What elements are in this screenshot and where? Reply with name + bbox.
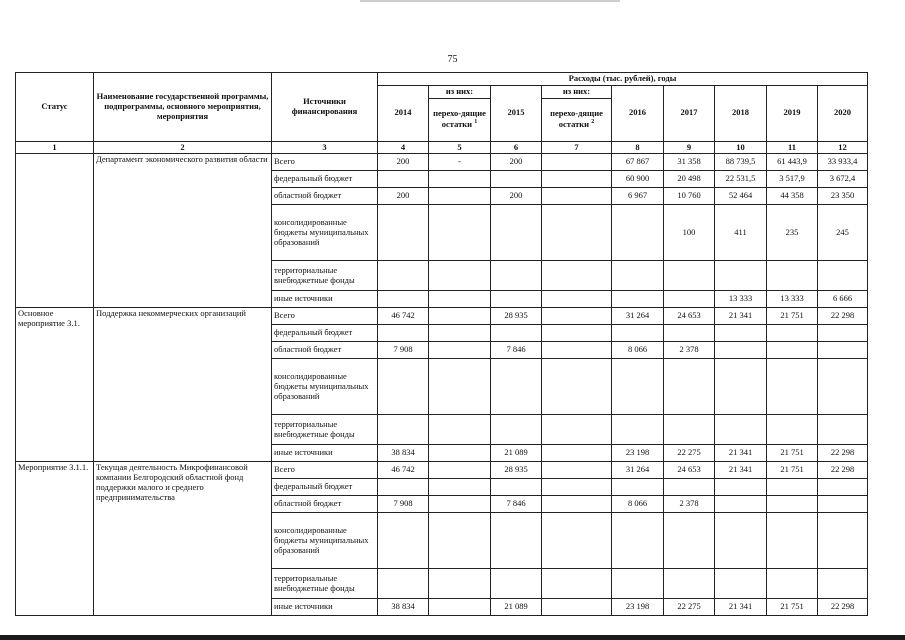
value-cell: 52 464 xyxy=(715,188,767,205)
value-cell: - xyxy=(429,154,491,171)
value-cell: 23 198 xyxy=(612,599,664,616)
column-number-row xyxy=(16,141,868,154)
status-cell: Основное мероприятие 3.1. xyxy=(16,308,94,462)
value-cell xyxy=(767,325,818,342)
funding-source-cell: областной бюджет xyxy=(272,188,378,205)
value-cell: 23 350 xyxy=(818,188,868,205)
value-cell xyxy=(542,308,612,325)
funding-source-cell: иные источники xyxy=(272,291,378,308)
budget-table xyxy=(15,72,868,616)
funding-source-cell: консолидированные бюджеты муниципальных образований xyxy=(272,513,378,569)
scan-edge-bottom xyxy=(0,635,905,640)
header-carryover-2 xyxy=(542,98,612,141)
value-cell: 245 xyxy=(818,205,868,261)
header-status: Статус xyxy=(16,73,94,142)
value-cell xyxy=(715,415,767,445)
value-cell xyxy=(378,205,429,261)
value-cell xyxy=(664,261,715,291)
header-of-them-2: из них: xyxy=(542,85,612,98)
value-cell: 38 834 xyxy=(378,445,429,462)
value-cell: 7 846 xyxy=(491,342,542,359)
value-cell xyxy=(767,569,818,599)
value-cell: 31 358 xyxy=(664,154,715,171)
header-year-2014: 2014 xyxy=(378,85,429,141)
value-cell xyxy=(429,496,491,513)
value-cell: 21 089 xyxy=(491,599,542,616)
value-cell xyxy=(429,261,491,291)
header-year-2018: 2018 xyxy=(715,85,767,141)
value-cell xyxy=(818,569,868,599)
col-number: 6 xyxy=(491,141,542,154)
value-cell: 46 742 xyxy=(378,462,429,479)
value-cell xyxy=(491,325,542,342)
value-cell: 22 298 xyxy=(818,308,868,325)
value-cell xyxy=(818,415,868,445)
value-cell xyxy=(664,359,715,415)
value-cell xyxy=(378,569,429,599)
value-cell xyxy=(715,342,767,359)
value-cell: 21 751 xyxy=(767,445,818,462)
value-cell: 33 933,4 xyxy=(818,154,868,171)
value-cell xyxy=(429,171,491,188)
value-cell: 21 751 xyxy=(767,462,818,479)
value-cell: 13 333 xyxy=(715,291,767,308)
footnote-1: 1 xyxy=(474,119,478,126)
value-cell xyxy=(542,599,612,616)
value-cell xyxy=(378,479,429,496)
value-cell: 21 751 xyxy=(767,599,818,616)
value-cell: 2 378 xyxy=(664,496,715,513)
value-cell: 20 498 xyxy=(664,171,715,188)
value-cell xyxy=(767,342,818,359)
col-number: 8 xyxy=(612,141,664,154)
value-cell xyxy=(542,496,612,513)
header-expenses: Расходы (тыс. рублей), годы xyxy=(378,73,868,86)
col-number: 5 xyxy=(429,141,491,154)
value-cell xyxy=(612,205,664,261)
table-row xyxy=(16,154,868,171)
value-cell: 31 264 xyxy=(612,308,664,325)
value-cell xyxy=(715,513,767,569)
scan-edge-top xyxy=(360,0,620,2)
value-cell xyxy=(491,205,542,261)
value-cell: 10 760 xyxy=(664,188,715,205)
value-cell: 200 xyxy=(491,154,542,171)
value-cell xyxy=(818,496,868,513)
value-cell xyxy=(491,291,542,308)
program-name-cell: Поддержка некоммерческих организаций xyxy=(94,308,272,462)
value-cell xyxy=(378,513,429,569)
value-cell xyxy=(612,513,664,569)
funding-source-cell: федеральный бюджет xyxy=(272,325,378,342)
header-of-them-1: из них: xyxy=(429,85,491,98)
value-cell xyxy=(818,261,868,291)
value-cell: 7 908 xyxy=(378,342,429,359)
value-cell xyxy=(664,325,715,342)
value-cell xyxy=(429,291,491,308)
header-year-2019: 2019 xyxy=(767,85,818,141)
value-cell xyxy=(491,415,542,445)
value-cell xyxy=(542,171,612,188)
col-number: 3 xyxy=(272,141,378,154)
value-cell xyxy=(715,479,767,496)
value-cell xyxy=(715,359,767,415)
funding-source-cell: Всего xyxy=(272,154,378,171)
value-cell xyxy=(491,479,542,496)
value-cell: 28 935 xyxy=(491,462,542,479)
value-cell xyxy=(429,188,491,205)
page-number: 75 xyxy=(447,54,458,65)
col-number: 7 xyxy=(542,141,612,154)
value-cell xyxy=(491,261,542,291)
value-cell xyxy=(818,325,868,342)
value-cell xyxy=(542,445,612,462)
value-cell xyxy=(767,479,818,496)
value-cell xyxy=(612,359,664,415)
value-cell xyxy=(429,479,491,496)
value-cell: 100 xyxy=(664,205,715,261)
value-cell: 22 298 xyxy=(818,599,868,616)
value-cell: 235 xyxy=(767,205,818,261)
value-cell xyxy=(612,291,664,308)
header-year-2015: 2015 xyxy=(491,85,542,141)
value-cell: 7 908 xyxy=(378,496,429,513)
value-cell xyxy=(767,496,818,513)
funding-source-cell: иные источники xyxy=(272,445,378,462)
value-cell: 2 378 xyxy=(664,342,715,359)
value-cell xyxy=(542,462,612,479)
value-cell xyxy=(378,261,429,291)
header-year-2017: 2017 xyxy=(664,85,715,141)
value-cell xyxy=(378,291,429,308)
funding-source-cell: Всего xyxy=(272,308,378,325)
value-cell: 6 967 xyxy=(612,188,664,205)
value-cell xyxy=(429,513,491,569)
value-cell: 3 672,4 xyxy=(818,171,868,188)
value-cell xyxy=(542,261,612,291)
value-cell xyxy=(715,261,767,291)
value-cell xyxy=(542,479,612,496)
value-cell xyxy=(378,325,429,342)
value-cell xyxy=(429,599,491,616)
value-cell xyxy=(542,205,612,261)
value-cell: 21 341 xyxy=(715,445,767,462)
value-cell xyxy=(664,291,715,308)
value-cell: 6 666 xyxy=(818,291,868,308)
funding-source-cell: федеральный бюджет xyxy=(272,479,378,496)
header-name: Наименование государственной программы, подпрограммы, основного мероприятия, мероприятия xyxy=(94,73,272,142)
value-cell: 8 066 xyxy=(612,342,664,359)
value-cell xyxy=(429,205,491,261)
value-cell: 60 900 xyxy=(612,171,664,188)
header-carryover-2-text: перехо-дящие остатки xyxy=(550,108,603,129)
value-cell: 21 341 xyxy=(715,308,767,325)
value-cell xyxy=(429,308,491,325)
value-cell: 21 341 xyxy=(715,599,767,616)
status-cell xyxy=(16,154,94,308)
value-cell xyxy=(715,569,767,599)
value-cell xyxy=(612,479,664,496)
funding-source-cell: территориальные внебюджетные фонды xyxy=(272,415,378,445)
col-number: 12 xyxy=(818,141,868,154)
value-cell: 13 333 xyxy=(767,291,818,308)
value-cell xyxy=(542,569,612,599)
value-cell: 200 xyxy=(378,154,429,171)
table-body xyxy=(16,154,868,616)
value-cell: 46 742 xyxy=(378,308,429,325)
value-cell: 24 653 xyxy=(664,462,715,479)
value-cell xyxy=(491,171,542,188)
col-number: 2 xyxy=(94,141,272,154)
value-cell xyxy=(612,415,664,445)
value-cell xyxy=(542,415,612,445)
col-number: 4 xyxy=(378,141,429,154)
status-cell: Мероприятие 3.1.1. xyxy=(16,462,94,616)
value-cell xyxy=(542,188,612,205)
value-cell xyxy=(818,513,868,569)
value-cell: 67 867 xyxy=(612,154,664,171)
value-cell xyxy=(542,154,612,171)
program-name-cell: Департамент экономического развития области xyxy=(94,154,272,308)
value-cell xyxy=(378,415,429,445)
funding-source-cell: федеральный бюджет xyxy=(272,171,378,188)
funding-source-cell: территориальные внебюджетные фонды xyxy=(272,569,378,599)
value-cell: 22 531,5 xyxy=(715,171,767,188)
value-cell xyxy=(542,325,612,342)
value-cell: 21 341 xyxy=(715,462,767,479)
value-cell xyxy=(715,325,767,342)
col-number: 10 xyxy=(715,141,767,154)
value-cell xyxy=(542,513,612,569)
value-cell: 8 066 xyxy=(612,496,664,513)
value-cell: 411 xyxy=(715,205,767,261)
value-cell: 21 089 xyxy=(491,445,542,462)
table-row xyxy=(16,308,868,325)
value-cell: 24 653 xyxy=(664,308,715,325)
value-cell xyxy=(818,359,868,415)
col-number: 9 xyxy=(664,141,715,154)
funding-source-cell: консолидированные бюджеты муниципальных образований xyxy=(272,205,378,261)
value-cell xyxy=(429,462,491,479)
value-cell: 61 443,9 xyxy=(767,154,818,171)
header-carryover-1 xyxy=(429,98,491,141)
value-cell: 22 275 xyxy=(664,445,715,462)
value-cell: 88 739,5 xyxy=(715,154,767,171)
value-cell xyxy=(767,359,818,415)
col-number: 11 xyxy=(767,141,818,154)
value-cell: 23 198 xyxy=(612,445,664,462)
funding-source-cell: Всего xyxy=(272,462,378,479)
value-cell xyxy=(767,513,818,569)
value-cell xyxy=(715,496,767,513)
value-cell xyxy=(612,325,664,342)
value-cell xyxy=(378,171,429,188)
value-cell: 44 358 xyxy=(767,188,818,205)
value-cell xyxy=(542,342,612,359)
value-cell xyxy=(429,569,491,599)
value-cell xyxy=(429,325,491,342)
program-name-cell: Текущая деятельность Микрофинансовой компании Белгородский областной фонд поддержки малого и среднего предпринимательства xyxy=(94,462,272,616)
value-cell: 31 264 xyxy=(612,462,664,479)
header-carryover-1-text: перехо-дящие остатки xyxy=(433,108,486,129)
footnote-2: 2 xyxy=(591,119,595,126)
value-cell xyxy=(612,569,664,599)
value-cell: 38 834 xyxy=(378,599,429,616)
value-cell: 200 xyxy=(491,188,542,205)
value-cell: 22 275 xyxy=(664,599,715,616)
value-cell: 3 517,9 xyxy=(767,171,818,188)
funding-source-cell: консолидированные бюджеты муниципальных образований xyxy=(272,359,378,415)
col-number: 1 xyxy=(16,141,94,154)
value-cell xyxy=(664,479,715,496)
funding-source-cell: областной бюджет xyxy=(272,496,378,513)
value-cell xyxy=(429,359,491,415)
value-cell xyxy=(818,342,868,359)
table-row xyxy=(16,462,868,479)
value-cell xyxy=(767,261,818,291)
table-header xyxy=(16,73,868,154)
funding-source-cell: областной бюджет xyxy=(272,342,378,359)
value-cell xyxy=(664,569,715,599)
header-year-2020: 2020 xyxy=(818,85,868,141)
value-cell xyxy=(612,261,664,291)
value-cell xyxy=(664,513,715,569)
value-cell xyxy=(429,415,491,445)
value-cell xyxy=(664,415,715,445)
funding-source-cell: территориальные внебюджетные фонды xyxy=(272,261,378,291)
value-cell: 22 298 xyxy=(818,445,868,462)
value-cell xyxy=(767,415,818,445)
header-year-2016: 2016 xyxy=(612,85,664,141)
value-cell xyxy=(542,291,612,308)
value-cell xyxy=(542,359,612,415)
value-cell xyxy=(491,513,542,569)
value-cell: 28 935 xyxy=(491,308,542,325)
value-cell xyxy=(491,569,542,599)
value-cell: 200 xyxy=(378,188,429,205)
value-cell xyxy=(818,479,868,496)
value-cell: 7 846 xyxy=(491,496,542,513)
value-cell xyxy=(378,359,429,415)
value-cell xyxy=(491,359,542,415)
value-cell xyxy=(429,342,491,359)
header-sources: Источники финансирования xyxy=(272,73,378,142)
value-cell xyxy=(429,445,491,462)
value-cell: 22 298 xyxy=(818,462,868,479)
value-cell: 21 751 xyxy=(767,308,818,325)
funding-source-cell: иные источники xyxy=(272,599,378,616)
